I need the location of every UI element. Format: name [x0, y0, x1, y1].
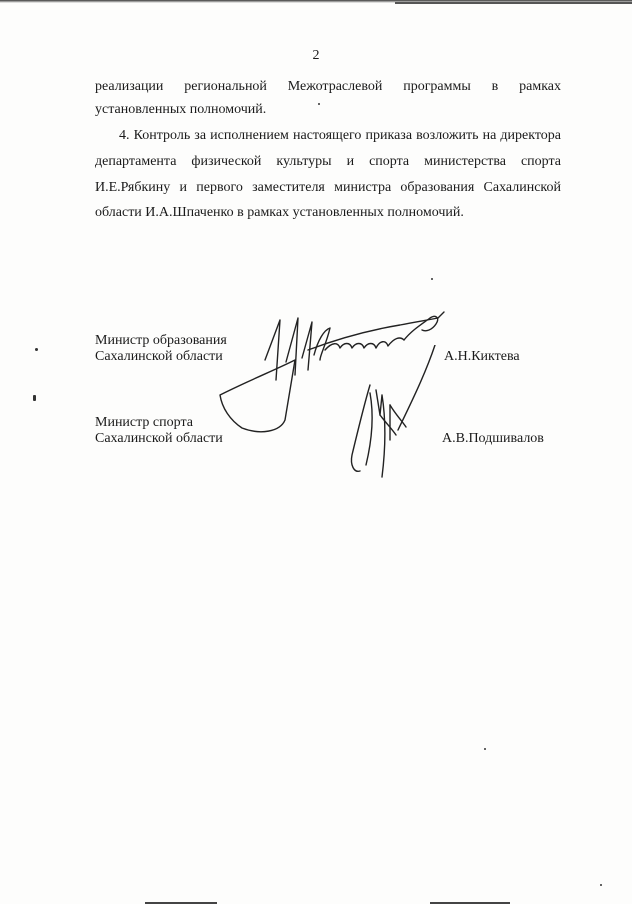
scan-speck	[33, 395, 36, 401]
scan-speck	[318, 103, 320, 105]
body-line-5: И.Е.Рябкину и первого заместителя министра образования Сахалинской	[95, 180, 561, 195]
scan-speck	[35, 348, 38, 351]
scan-speck	[600, 884, 602, 886]
signatory-2-title-line-2: Сахалинской области	[95, 431, 223, 446]
body-line-1: реализации региональной Межотраслевой программы в рамках	[95, 79, 561, 94]
scan-speck	[431, 278, 433, 280]
body-line-2: установленных полномочий.	[95, 102, 267, 117]
signatory-1-title-line-1: Министр образования	[95, 333, 227, 348]
signature-2-handwritten	[340, 345, 450, 485]
signatory-1-title-line-2: Сахалинской области	[95, 349, 223, 364]
scan-top-edge-mark	[395, 2, 632, 4]
scan-speck	[484, 748, 486, 750]
signatory-2-name: А.В.Подшивалов	[442, 431, 544, 446]
body-line-6: области И.А.Шпаченко в рамках установленных полномочий.	[95, 205, 464, 220]
body-line-4: департамента физической культуры и спорта министерства спорта	[95, 154, 561, 169]
signature-1-handwritten	[200, 300, 460, 445]
body-line-3: 4. Контроль за исполнением настоящего приказа возложить на директора	[119, 128, 561, 143]
signatory-2-title-line-1: Министр спорта	[95, 415, 193, 430]
page-number: 2	[312, 48, 320, 63]
signatory-1-name: А.Н.Киктева	[444, 349, 520, 364]
